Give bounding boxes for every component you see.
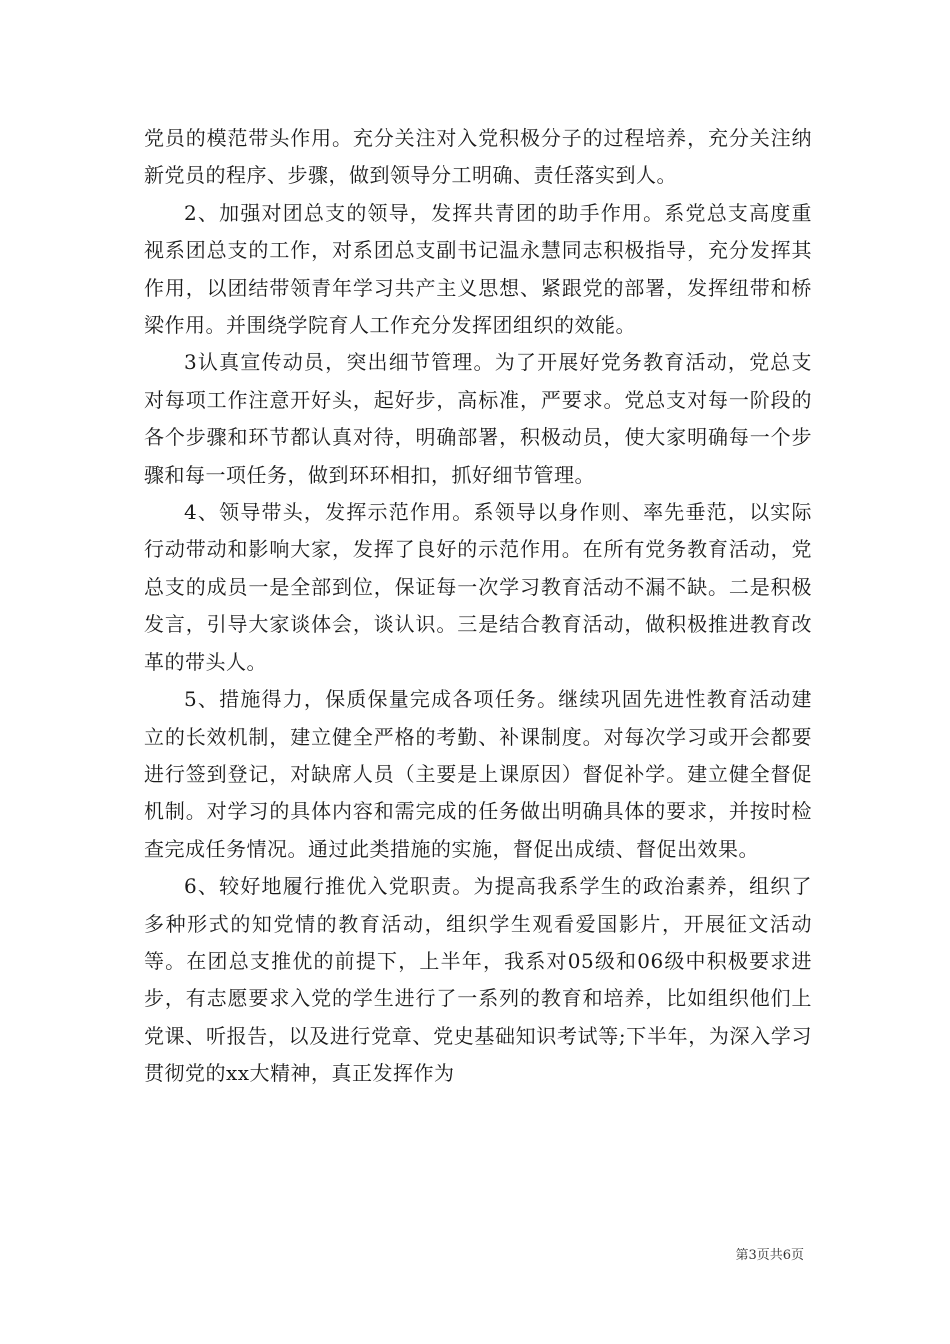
page-number-footer: 第3页共6页 <box>735 1248 804 1263</box>
paragraph-5: 5、措施得力，保质保量完成各项任务。继续巩固先进性教育活动建立的长效机制，建立健全严格的考勤、补课制度。对每次学习或开会都要进行签到登记，对缺席人员（主要是上课原因）督促补学。建立健全督促机制。对学习的具体内容和需完成的任务做出明确具体的要求，并按时检查完成任务情况。通过此类措施的实施，督促出成绩、督促出效果。 <box>144 687 812 861</box>
paragraph-3: 3认真宣传动员，突出细节管理。为了开展好党务教育活动，党总支对每项工作注意开好头，起好步，高标准，严要求。党总支对每一阶段的各个步骤和环节都认真对待，明确部署，积极动员，使大家明确每一个步骤和每一项任务，做到环环相扣，抓好细节管理。 <box>144 350 812 487</box>
paragraph-6: 6、较好地履行推优入党职责。为提高我系学生的政治素养，组织了多种形式的知党情的教育活动，组织学生观看爱国影片，开展征文活动等。在团总支推优的前提下，上半年，我系对05级和06级中积极要求进步，有志愿要求入党的学生进行了一系列的教育和培养，比如组织他们上党课、听报告，以及进行党章、党史基础知识考试等;下半年，为深入学习贯彻党的xx大精神，真正发挥作为 <box>144 874 812 1086</box>
document-body <box>144 120 812 1093</box>
paragraph-2: 2、加强对团总支的领导，发挥共青团的助手作用。系党总支高度重视系团总支的工作，对系团总支副书记温永慧同志积极指导，充分发挥其作用，以团结带领青年学习共产主义思想、紧跟党的部署，发挥纽带和桥梁作用。并围绕学院育人工作充分发挥团组织的效能。 <box>144 200 812 338</box>
paragraph-continuation: 党员的模范带头作用。充分关注对入党积极分子的过程培养，充分关注纳新党员的程序、步骤，做到领导分工明确、责任落实到人。 <box>144 126 812 188</box>
paragraph-4: 4、领导带头，发挥示范作用。系领导以身作则、率先垂范，以实际行动带动和影响大家，发挥了良好的示范作用。在所有党务教育活动，党总支的成员一是全部到位，保证每一次学习教育活动不漏不缺。二是积极发言，引导大家谈体会，谈认识。三是结合教育活动，做积极推进教育改革的带头人。 <box>144 500 812 674</box>
